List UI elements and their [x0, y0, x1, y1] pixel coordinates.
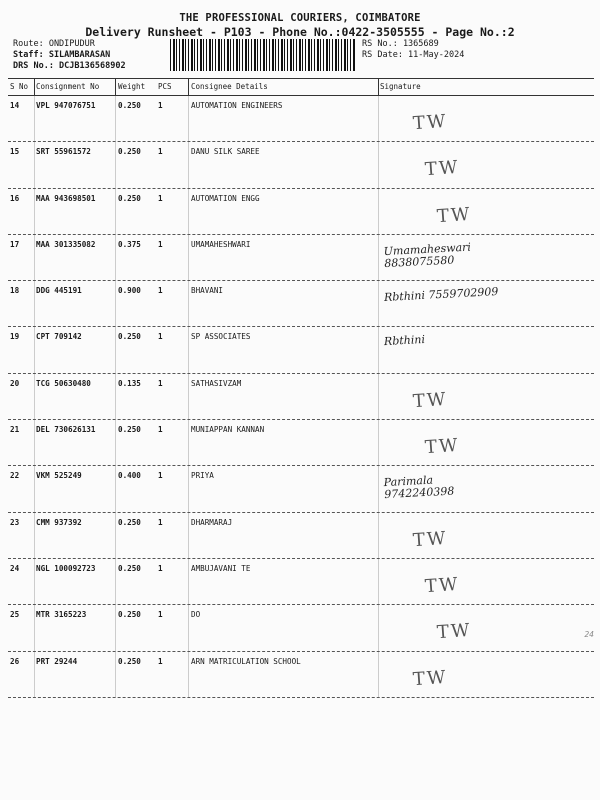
- rs-date: RS Date: 11-May-2024: [362, 50, 465, 60]
- consignee-details: ARN MATRICULATION SCHOOL: [191, 656, 301, 666]
- consignment-number: VPL 947076751: [36, 101, 96, 110]
- consignee-details: DHARMARAJ: [191, 517, 233, 527]
- signature: TW: [436, 620, 473, 644]
- table-row: [8, 189, 594, 235]
- signature: Rbthini: [383, 333, 426, 349]
- col-header-signature: Signature: [380, 82, 421, 91]
- consignment-number: PRT 29244: [36, 656, 78, 666]
- table-header-row: [8, 78, 594, 96]
- drs-number: DRS No.: DCJB136568902: [13, 61, 126, 71]
- page-title: THE PROFESSIONAL COURIERS, COIMBATORE: [179, 12, 421, 24]
- weight: 0.135: [118, 378, 141, 388]
- consignment-number: VKM 525249: [36, 471, 82, 481]
- table-row: [8, 605, 594, 651]
- consignee-details: MUNIAPPAN KANNAN: [191, 425, 265, 435]
- weight: 0.250: [118, 193, 141, 203]
- pcs: 1: [158, 610, 163, 620]
- signature: TW: [412, 388, 449, 412]
- signature: TW: [424, 434, 461, 459]
- pcs: 1: [158, 101, 163, 110]
- signature: Parimala 9742240398: [383, 473, 455, 502]
- weight: 0.900: [118, 286, 141, 296]
- weight: 0.375: [118, 239, 141, 249]
- rs-number: RS No.: 1365689: [362, 39, 439, 49]
- margin-note: 24: [584, 630, 594, 639]
- weight: 0.250: [118, 517, 141, 527]
- consignment-number: CPT 709142: [36, 332, 82, 342]
- signature: TW: [436, 203, 473, 227]
- table-row: [8, 420, 594, 466]
- sno: 26: [10, 656, 20, 666]
- pcs: 1: [158, 425, 163, 435]
- table-row: [8, 235, 594, 281]
- pcs: 1: [158, 286, 163, 296]
- table-row: [8, 281, 594, 327]
- weight: 0.250: [118, 147, 141, 157]
- pcs: 1: [158, 656, 163, 666]
- header-right-info: [362, 39, 464, 61]
- sno: 19: [10, 332, 20, 342]
- sno: 17: [10, 239, 20, 249]
- consignee-details: AUTOMATION ENGG: [191, 193, 260, 203]
- weight: 0.250: [118, 332, 141, 342]
- col-header-details: Consignee Details: [191, 82, 268, 91]
- consignment-number: DDG 445191: [36, 286, 82, 296]
- table-row: [8, 142, 594, 188]
- consignment-number: MAA 943698501: [36, 193, 96, 203]
- pcs: 1: [158, 193, 163, 203]
- weight: 0.250: [118, 563, 141, 573]
- pcs: 1: [158, 147, 163, 157]
- sno: 25: [10, 610, 20, 620]
- pcs: 1: [158, 378, 163, 388]
- sno: 18: [10, 286, 20, 296]
- table-row: [8, 466, 594, 512]
- consignment-number: TCG 50630480: [36, 378, 91, 388]
- sno: 21: [10, 425, 20, 435]
- sno: 16: [10, 193, 20, 203]
- consignee-details: DANU SILK SAREE: [191, 147, 260, 157]
- signature: TW: [412, 527, 449, 551]
- table-body: [8, 96, 594, 698]
- col-header-sno: S No: [10, 82, 29, 91]
- consignee-details: SATHASIVZAM: [191, 378, 242, 388]
- sno: 23: [10, 517, 20, 527]
- consignee-details: UMAMAHESHWARI: [191, 239, 251, 249]
- consignee-details: BHAVANI: [191, 286, 224, 296]
- col-header-pcs: PCS: [158, 82, 172, 91]
- consignee-details: SP ASSOCIATES: [191, 332, 251, 342]
- sno: 22: [10, 471, 20, 481]
- consignment-number: DEL 730626131: [36, 425, 96, 435]
- signature: TW: [424, 573, 461, 598]
- consignee-details: DO: [191, 610, 201, 620]
- weight: 0.250: [118, 101, 141, 110]
- consignment-number: MTR 3165223: [36, 610, 87, 620]
- table-row: [8, 559, 594, 605]
- pcs: 1: [158, 563, 163, 573]
- signature: Umamaheswari 8838075580: [383, 240, 472, 271]
- consignment-number: CMM 937392: [36, 517, 82, 527]
- consignee-details: AUTOMATION ENGINEERS: [191, 101, 283, 110]
- table-row: [8, 374, 594, 420]
- weight: 0.250: [118, 656, 141, 666]
- sno: 14: [10, 101, 20, 110]
- pcs: 1: [158, 332, 163, 342]
- runsheet-table: [8, 78, 594, 698]
- runsheet-subtitle: Delivery Runsheet - P103 - Phone No.:0422-3505555 - Page No.:2: [85, 25, 515, 39]
- weight: 0.250: [118, 425, 141, 435]
- barcode: [170, 39, 356, 71]
- pcs: 1: [158, 517, 163, 527]
- table-row: [8, 652, 594, 698]
- pcs: 1: [158, 239, 163, 249]
- consignee-details: AMBUJAVANI TE: [191, 563, 251, 573]
- signature: TW: [424, 157, 461, 181]
- consignment-number: SRT 55961572: [36, 147, 91, 157]
- signature: TW: [412, 110, 449, 135]
- route-label: Route: ONDIPUDUR: [13, 39, 95, 49]
- col-header-weight: Weight: [118, 82, 146, 91]
- table-row: [8, 327, 594, 373]
- staff-label: Staff: SILAMBARASAN: [13, 50, 111, 60]
- weight: 0.250: [118, 610, 141, 620]
- sno: 20: [10, 378, 20, 388]
- sno: 24: [10, 563, 20, 573]
- sno: 15: [10, 147, 20, 157]
- header-left-info: [13, 39, 126, 72]
- table-row: [8, 513, 594, 559]
- pcs: 1: [158, 471, 163, 481]
- weight: 0.400: [118, 471, 141, 481]
- signature: TW: [412, 666, 449, 690]
- consignment-number: MAA 301335082: [36, 239, 96, 249]
- consignment-number: NGL 100092723: [36, 563, 96, 573]
- table-row: [8, 96, 594, 142]
- col-header-consignment: Consignment No: [36, 82, 100, 91]
- consignee-details: PRIYA: [191, 471, 214, 481]
- signature: Rbthini 7559702909: [383, 285, 499, 305]
